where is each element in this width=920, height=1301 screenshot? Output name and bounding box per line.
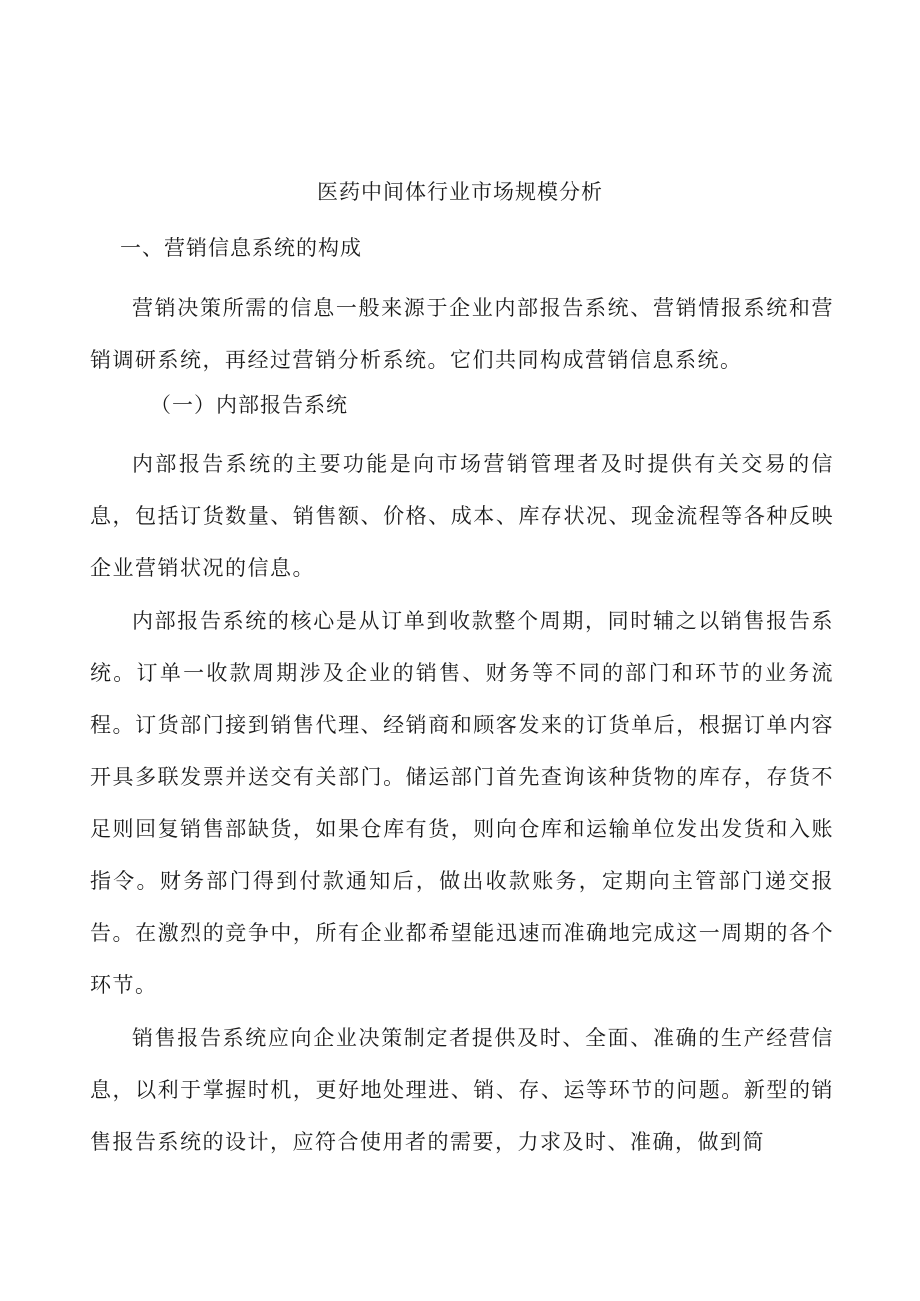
section-heading: 一、营销信息系统的构成 (120, 236, 362, 260)
paragraph-sales-report: 销售报告系统应向企业决策制定者提供及时、全面、准确的生产经营信息，以利于掌握时机，更好地处理进、销、存、运等环节的问题。新型的销售报告系统的设计，应符合使用者的需要，力求及时、准确，做到简 (90, 1026, 834, 1154)
subsection-heading: （一）内部报告系统 (150, 393, 348, 417)
paragraph-intro: 营销决策所需的信息一般来源于企业内部报告系统、营销情报系统和营销调研系统，再经过营销分析系统。它们共同构成营销信息系统。 (90, 296, 834, 372)
document-title: 医药中间体行业市场规模分析 (317, 180, 603, 204)
paragraph-order-cycle: 内部报告系统的核心是从订单到收款整个周期，同时辅之以销售报告系统。订单一收款周期涉及企业的销售、财务等不同的部门和环节的业务流程。订货部门接到销售代理、经销商和顾客发来的订货单后，根据订单内容开具多联发票并送交有关部门。储运部门首先查询该种货物的库存，存货不足则回复销售部缺货，如果仓库有货，则向仓库和运输单位发出发货和入账指令。财务部门得到付款通知后，做出收款账务，定期向主管部门递交报告。在激烈的竞争中，所有企业都希望能迅速而准确地完成这一周期的各个环节。 (90, 609, 834, 997)
paragraph-internal-report-function: 内部报告系统的主要功能是向市场营销管理者及时提供有关交易的信息，包括订货数量、销售额、价格、成本、库存状况、现金流程等各种反映企业营销状况的信息。 (90, 452, 834, 580)
